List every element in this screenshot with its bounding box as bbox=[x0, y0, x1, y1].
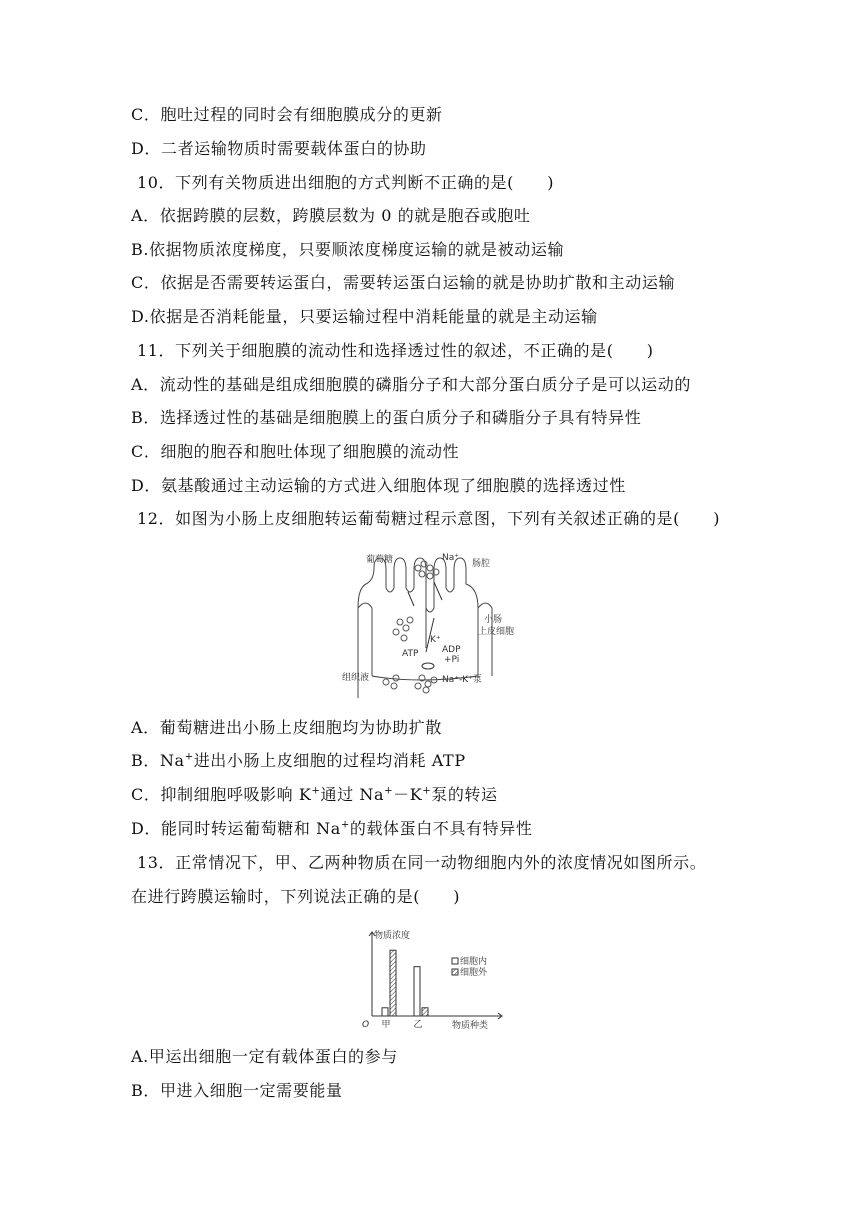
q12-cell-diagram bbox=[338, 548, 518, 696]
q9-option-c: C．胞吐过程的同时会有细胞膜成分的更新 bbox=[131, 105, 443, 124]
fig12-pi-label: +Pi bbox=[444, 655, 460, 665]
q10-stem: 10．下列有关物质进出细胞的方式判断不正确的是( ) bbox=[137, 173, 555, 192]
q13-option-b: B．甲进入细胞一定需要能量 bbox=[131, 1081, 343, 1100]
fig12-atp-label: ATP bbox=[402, 649, 419, 659]
q10-option-b: B.依据物质浓度梯度，只要顺浓度梯度运输的就是被动运输 bbox=[131, 240, 565, 259]
q10-option-c: C．依据是否需要转运蛋白，需要转运蛋白运输的就是协助扩散和主动运输 bbox=[131, 273, 676, 292]
legend-swatch-0 bbox=[452, 958, 458, 964]
q12-option-b-sup: + bbox=[184, 751, 194, 763]
bar-乙-细胞外 bbox=[422, 1008, 428, 1016]
q11-option-b: B．选择透过性的基础是细胞膜上的蛋白质分子和磷脂分子具有特异性 bbox=[131, 408, 642, 427]
q13-stem-2: 在进行跨膜运输时，下列说法正确的是( ) bbox=[131, 887, 461, 906]
bar-乙-细胞内 bbox=[414, 967, 420, 1016]
fig12-adp-label: ADP bbox=[442, 645, 461, 655]
q13-stem-1: 13．正常情况下，甲、乙两种物质在同一动物细胞内外的浓度情况如图所示。 bbox=[137, 853, 707, 872]
q12-option-d bbox=[131, 818, 532, 840]
q12-option-a: A．葡萄糖进出小肠上皮细胞均为协助扩散 bbox=[131, 718, 442, 737]
fig12-cell-label-2: 上皮细胞 bbox=[478, 627, 515, 637]
q12-option-c-sup-1: + bbox=[311, 785, 321, 797]
q12-stem: 12．如图为小肠上皮细胞转运葡萄糖过程示意图，下列有关叙述正确的是( ) bbox=[137, 509, 721, 528]
q12-option-b-text-1: B．Na bbox=[131, 751, 185, 770]
q11-stem: 11．下列关于细胞膜的流动性和选择透过性的叙述，不正确的是( ) bbox=[137, 341, 654, 360]
q13-option-a: A.甲运出细胞一定有载体蛋白的参与 bbox=[131, 1047, 398, 1066]
q12-option-c-text-3: －K bbox=[393, 785, 423, 804]
q9-option-d: D．二者运输物质时需要载体蛋白的协助 bbox=[131, 139, 427, 158]
q12-option-b bbox=[131, 750, 466, 772]
q11-option-d: D．氨基酸通过主动运输的方式进入细胞体现了细胞膜的选择透过性 bbox=[131, 476, 626, 495]
q12-option-c-sup-2: + bbox=[384, 785, 394, 797]
legend-label-1: 细胞外 bbox=[460, 968, 488, 978]
q12-option-d-text-1: D．能同时转运葡萄糖和 Na bbox=[131, 819, 341, 838]
fig12-tissue-label: 组织液 bbox=[342, 673, 370, 683]
q12-option-c bbox=[131, 784, 498, 806]
x-tick-甲: 甲 bbox=[381, 1020, 391, 1030]
bar-甲-细胞外 bbox=[390, 950, 396, 1016]
fig12-lumen-label: 肠腔 bbox=[472, 559, 491, 569]
fig12-pump-label: Na⁺-K⁺泵 bbox=[442, 675, 482, 685]
q13-concentration-chart bbox=[352, 924, 512, 1032]
q10-option-d: D.依据是否消耗能量，只要运输过程中消耗能量的就是主动运输 bbox=[131, 307, 598, 326]
q12-option-c-text-2: 通过 Na bbox=[320, 785, 385, 804]
q11-option-a: A．流动性的基础是组成细胞膜的磷脂分子和大部分蛋白质分子是可以运动的 bbox=[131, 375, 691, 394]
fig12-glucose-label: 葡萄糖 bbox=[366, 555, 394, 565]
fig12-na-label: Na⁺ bbox=[442, 553, 459, 563]
bar-甲-细胞内 bbox=[382, 1008, 388, 1016]
legend-swatch-1 bbox=[452, 969, 458, 975]
q12-option-b-text-2: 进出小肠上皮细胞的过程均消耗 ATP bbox=[193, 751, 466, 770]
fig12-k-label: K⁺ bbox=[430, 635, 441, 645]
q12-option-c-text-1: C．抑制细胞呼吸影响 K bbox=[131, 785, 312, 804]
fig12-cell-label-1: 小肠 bbox=[484, 615, 503, 625]
legend-label-0: 细胞内 bbox=[460, 957, 488, 967]
q12-option-d-text-2: 的载体蛋白不具有特异性 bbox=[349, 819, 533, 838]
q12-option-c-text-4: 泵的转运 bbox=[431, 785, 498, 804]
origin-label: O bbox=[362, 1020, 370, 1030]
x-axis-label: 物质种类 bbox=[452, 1021, 489, 1031]
q12-option-d-sup: + bbox=[340, 819, 350, 831]
q10-option-a: A．依据跨膜的层数，跨膜层数为 0 的就是胞吞或胞吐 bbox=[131, 206, 531, 225]
q11-option-c: C．细胞的胞吞和胞吐体现了细胞膜的流动性 bbox=[131, 442, 460, 461]
y-axis-label: 物质浓度 bbox=[374, 931, 411, 941]
q12-option-c-sup-3: + bbox=[422, 785, 432, 797]
x-tick-乙: 乙 bbox=[413, 1020, 423, 1030]
